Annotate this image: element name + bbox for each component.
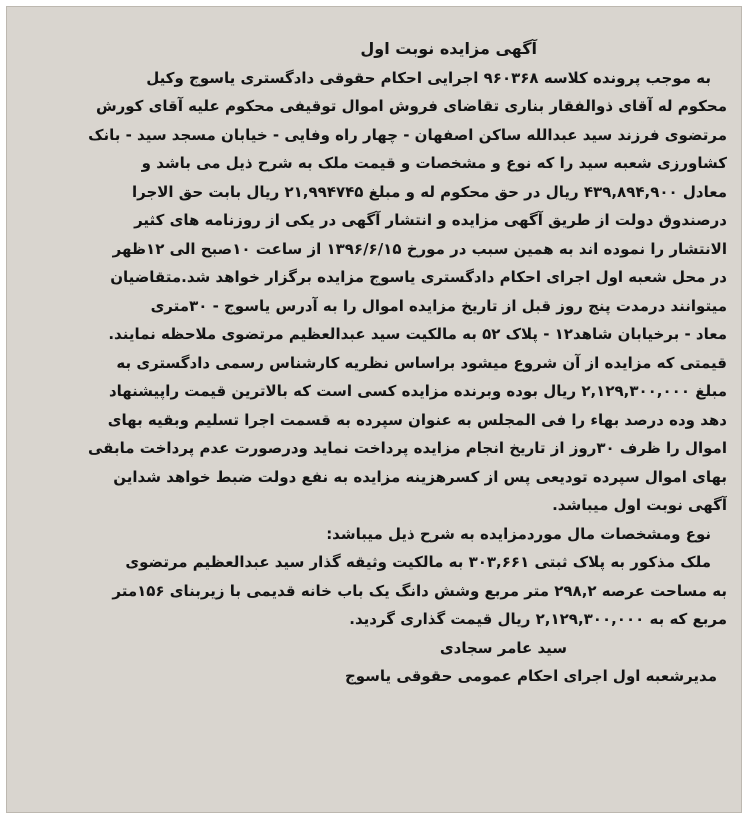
notice-line: مبلغ ۲,۱۲۹,۳۰۰,۰۰۰ ریال بوده وبرنده مزایده کسی است که بالاترین قیمت راپیشنهاد: [108, 382, 727, 400]
notice-line: آگهی نوبت اول میباشد.: [552, 496, 727, 514]
notice-line: معاد - برخیابان شاهد۱۲ - پلاک ۵۲ به مالکیت سید عبدالعظیم مرتضوی ملاحظه نمایند.: [108, 325, 727, 343]
notice-line: مرتضوی فرزند سید عبدالله ساکن اصفهان - چهار راه وفایی - خیابان مسجد سید - بانک: [88, 125, 727, 144]
notice-line: میتوانند درمدت پنج روز قبل از تاریخ مزایده اموال را به آدرس یاسوج - ۳۰متری: [150, 296, 727, 315]
spec-line: به مساحت عرصه ۲۹۸,۲ متر مربع وشش دانگ یک باب خانه قدیمی با زیربنای ۱۵۶متر: [112, 581, 727, 600]
spec-line: ملک مذکور به پلاک ثبتی ۳۰۳,۶۶۱ به مالکیت وثیقه گذار سید عبدالعظیم مرتضوی: [125, 553, 711, 571]
notice-line: دهد وده درصد بهاء را فی المجلس به عنوان سپرده به قسمت اجرا تسلیم وبقیه بهای: [107, 410, 727, 429]
notice-line: معادل ۴۳۹,۸۹۴,۹۰۰ ریال در حق محکوم له و مبلغ ۲۱,۹۹۴۷۴۵ ریال بابت حق الاجرا: [131, 182, 727, 201]
notice-line: محکوم له آقای ذوالفقار بناری تقاضای فروش اموال توقیفی محکوم علیه آقای کورش: [95, 97, 727, 115]
notice-line: الانتشار را نموده اند به همین سبب در مورخ ۱۳۹۶/۶/۱۵ از ساعت ۱۰صبح الی ۱۲ظهر: [112, 239, 727, 258]
newspaper-clipping: [6, 6, 742, 813]
spec-line: مربع که به ۲,۱۲۹,۳۰۰,۰۰۰ ریال قیمت گذاری گردید.: [349, 610, 727, 628]
notice-line: در محل شعبه اول اجرای احکام دادگستری یاسوج مزایده برگزار خواهد شد.متقاضیان: [110, 268, 727, 286]
signature-name: سید عامر سجادی: [439, 638, 567, 657]
spec-heading: نوع ومشخصات مال موردمزایده به شرح ذیل میباشد:: [326, 524, 711, 543]
notice-line: قیمتی که مزایده از آن شروع میشود براساس نظریه کارشناس رسمی دادگستری به: [116, 353, 727, 372]
notice-line: به موجب پرونده کلاسه ۹۶۰۳۶۸ اجرایی احکام حقوقی دادگستری یاسوج وکیل: [146, 68, 711, 87]
notice-title: آگهی مزایده نوبت اول: [360, 39, 537, 58]
signature-title: مدیرشعبه اول اجرای احکام عمومی حقوقی یاسوج: [344, 667, 717, 685]
notice-line: اموال را ظرف ۳۰روز از تاریخ انجام مزایده پرداخت نماید ودرصورت عدم پرداخت مابقی: [88, 439, 727, 457]
notice-line: بهای اموال سپرده تودیعی پس از کسرهزینه مزایده به نفع دولت ضبط خواهد شداین: [113, 467, 727, 486]
notice-line: درصندوق دولت از طریق آگهی مزایده و انتشار آگهی در یکی از روزنامه های کثیر: [134, 211, 727, 229]
notice-body: [21, 35, 727, 691]
notice-line: کشاورزی شعبه سید را که نوع و مشخصات و قیمت ملک به شرح ذیل می باشد و: [141, 154, 727, 172]
